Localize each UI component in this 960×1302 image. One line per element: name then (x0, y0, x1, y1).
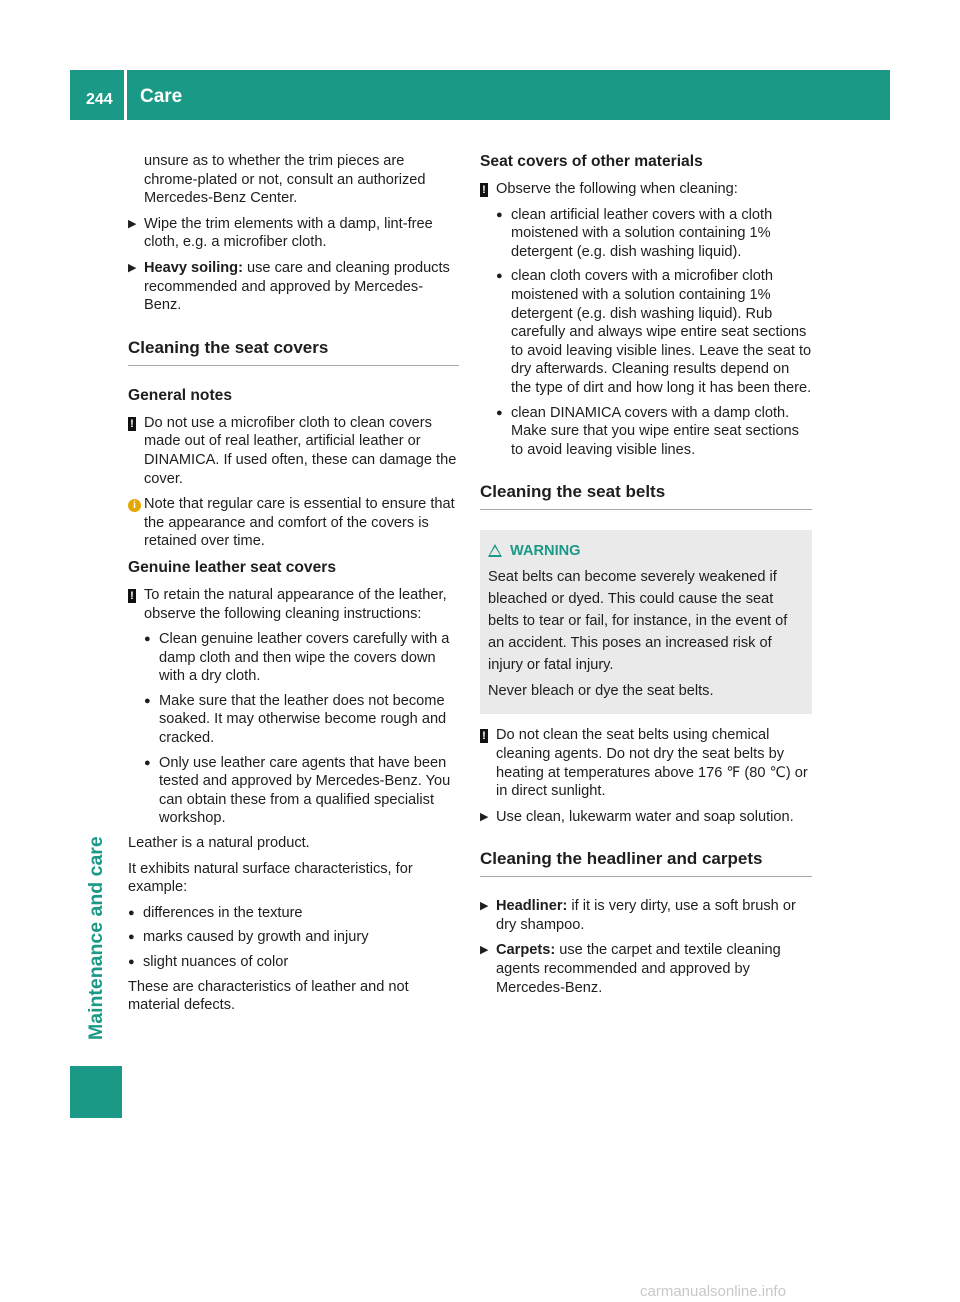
bullet-icon: ● (144, 756, 151, 769)
paragraph-natural-characteristics: It exhibits natural surface characteristics, for example: (128, 860, 413, 896)
warning-label: WARNING (510, 543, 581, 560)
note-text: Do not clean the seat belts using chemical cleaning agents. Do not dry the seat belts by heating at temperatures above 176 ℉ (80 ℃) or in direct sunlight. (496, 727, 808, 800)
bullet-icon: ● (496, 406, 503, 419)
bullet-icon: ● (144, 694, 151, 707)
section-title: Care (140, 86, 183, 107)
note-text: Observe the following when cleaning: (496, 181, 738, 197)
step-text: use the carpet and textile cleaning agents recommended and approved by Mercedes-Benz. (496, 942, 781, 996)
warning-box (480, 530, 812, 714)
heading-other-materials: Seat covers of other materials (480, 153, 703, 170)
heading-headliner-carpets: Cleaning the headliner and carpets (480, 848, 812, 877)
paragraph-not-defects: These are characteristics of leather and not material defects. (128, 978, 409, 1014)
leather-bullet-list (144, 630, 459, 828)
left-column (128, 152, 459, 1022)
other-bullet-list (496, 206, 812, 460)
list-item: ● Only use leather care agents that have been tested and approved by Mercedes-Benz. You can obtain these from a qualified specialist workshop. (144, 754, 451, 827)
step-label: Carpets: (496, 942, 556, 959)
natural-bullet-list (128, 904, 459, 972)
step-text: if it is very dirty, use a soft brush or dry shampoo. (496, 898, 796, 933)
step-text: use care and cleaning products recommended and approved by Mercedes-Benz. (144, 259, 450, 314)
step-heavy-soiling (128, 259, 459, 315)
note-microfiber (128, 414, 459, 488)
list-item: ● slight nuances of color (128, 954, 289, 970)
list-item: ● Make sure that the leather does not become soaked. It may otherwise become rough and cracked. (144, 692, 447, 747)
info-icon: i (128, 499, 141, 512)
caution-icon: ! (128, 417, 136, 431)
right-column (480, 152, 812, 1004)
arrow-icon: ▶ (128, 261, 137, 274)
heading-genuine-leather: Genuine leather seat covers (128, 558, 337, 576)
note-leather (128, 586, 459, 623)
list-item: ● clean DINAMICA covers with a damp cloth. Make sure that you wipe entire seat sections to avoid leaving visible lines. (496, 404, 799, 458)
warning-triangle-icon (488, 544, 502, 557)
caution-icon: ! (480, 729, 488, 743)
side-tab-label: Maintenance and care (85, 836, 107, 1040)
list-item: ● clean cloth covers with a microfiber cloth moistened with a solution containing 1% detergent (e.g. dish washing liquid). Rub carefully and always wipe entire seat sections to avoid leaving visible lines. Leave the seat to dry afterwards. Cleaning results depend on the type of dirt and how long it has been there. (496, 268, 812, 396)
step-label: Heavy soiling: (144, 259, 243, 276)
bullet-icon: ● (496, 208, 503, 221)
list-item: ● Clean genuine leather covers carefully with a damp cloth and then wipe the covers down with a dry cloth. (144, 631, 450, 685)
list-item: ● differences in the texture (128, 904, 303, 921)
note-text: To retain the natural appearance of the leather, observe the following cleaning instructions: (144, 586, 447, 622)
paragraph-natural-product: Leather is a natural product. (128, 835, 310, 852)
heading-general-notes: General notes (128, 386, 232, 404)
arrow-icon: ▶ (480, 900, 489, 913)
bullet-icon: ● (496, 270, 503, 283)
info-text: Note that regular care is essential to ensure that the appearance and comfort of the covers is retained over time. (144, 496, 455, 550)
arrow-icon: ▶ (480, 810, 489, 823)
intro-continued: unsure as to whether the trim pieces are chrome-plated or not, consult an authorized Mercedes-Benz Center. (144, 153, 426, 207)
step-carpets (480, 941, 812, 997)
info-regular-care (128, 495, 459, 551)
bullet-icon: ● (144, 633, 151, 646)
heading-seat-covers: Cleaning the seat covers (128, 337, 459, 366)
caution-icon: ! (128, 589, 136, 603)
warning-text: Seat belts can become severely weakened if bleached or dyed. This could cause the seat belts to tear or fail, for instance, in the event of an accident. This poses an increased risk of injury or fatal injury. (488, 569, 788, 674)
page-number: 244 (86, 91, 113, 108)
arrow-icon: ▶ (480, 944, 489, 957)
caution-icon: ! (480, 183, 488, 197)
step-headliner (480, 897, 812, 934)
step-text: Use clean, lukewarm water and soap solution. (496, 808, 794, 825)
heading-seat-belts: Cleaning the seat belts (480, 481, 812, 510)
step-wipe (128, 215, 459, 252)
header-bar (70, 70, 890, 120)
side-tab-marker (70, 1066, 122, 1118)
bullet-icon: ● (128, 931, 135, 944)
warning-header (488, 540, 804, 562)
note-seat-belts (480, 726, 812, 800)
header-divider (124, 70, 127, 120)
note-text: Do not use a microfiber cloth to clean covers made out of real leather, artificial leather or DINAMICA. If used often, these can damage the cover. (144, 414, 457, 487)
arrow-icon: ▶ (128, 217, 137, 230)
list-item: ● marks caused by growth and injury (128, 929, 369, 946)
step-label: Headliner: (496, 898, 568, 915)
step-belts-clean (480, 808, 812, 827)
watermark: carmanualsonline.info (640, 1283, 786, 1300)
note-other-materials (480, 180, 812, 199)
warning-text-never: Never bleach or dye the seat belts. (488, 683, 714, 700)
step-text: Wipe the trim elements with a damp, lint-free cloth, e.g. a microfiber cloth. (144, 215, 433, 251)
list-item: ● clean artificial leather covers with a cloth moistened with a solution containing 1% detergent (e.g. dish washing liquid). (496, 206, 773, 260)
bullet-icon: ● (128, 956, 135, 968)
bullet-icon: ● (128, 906, 135, 919)
